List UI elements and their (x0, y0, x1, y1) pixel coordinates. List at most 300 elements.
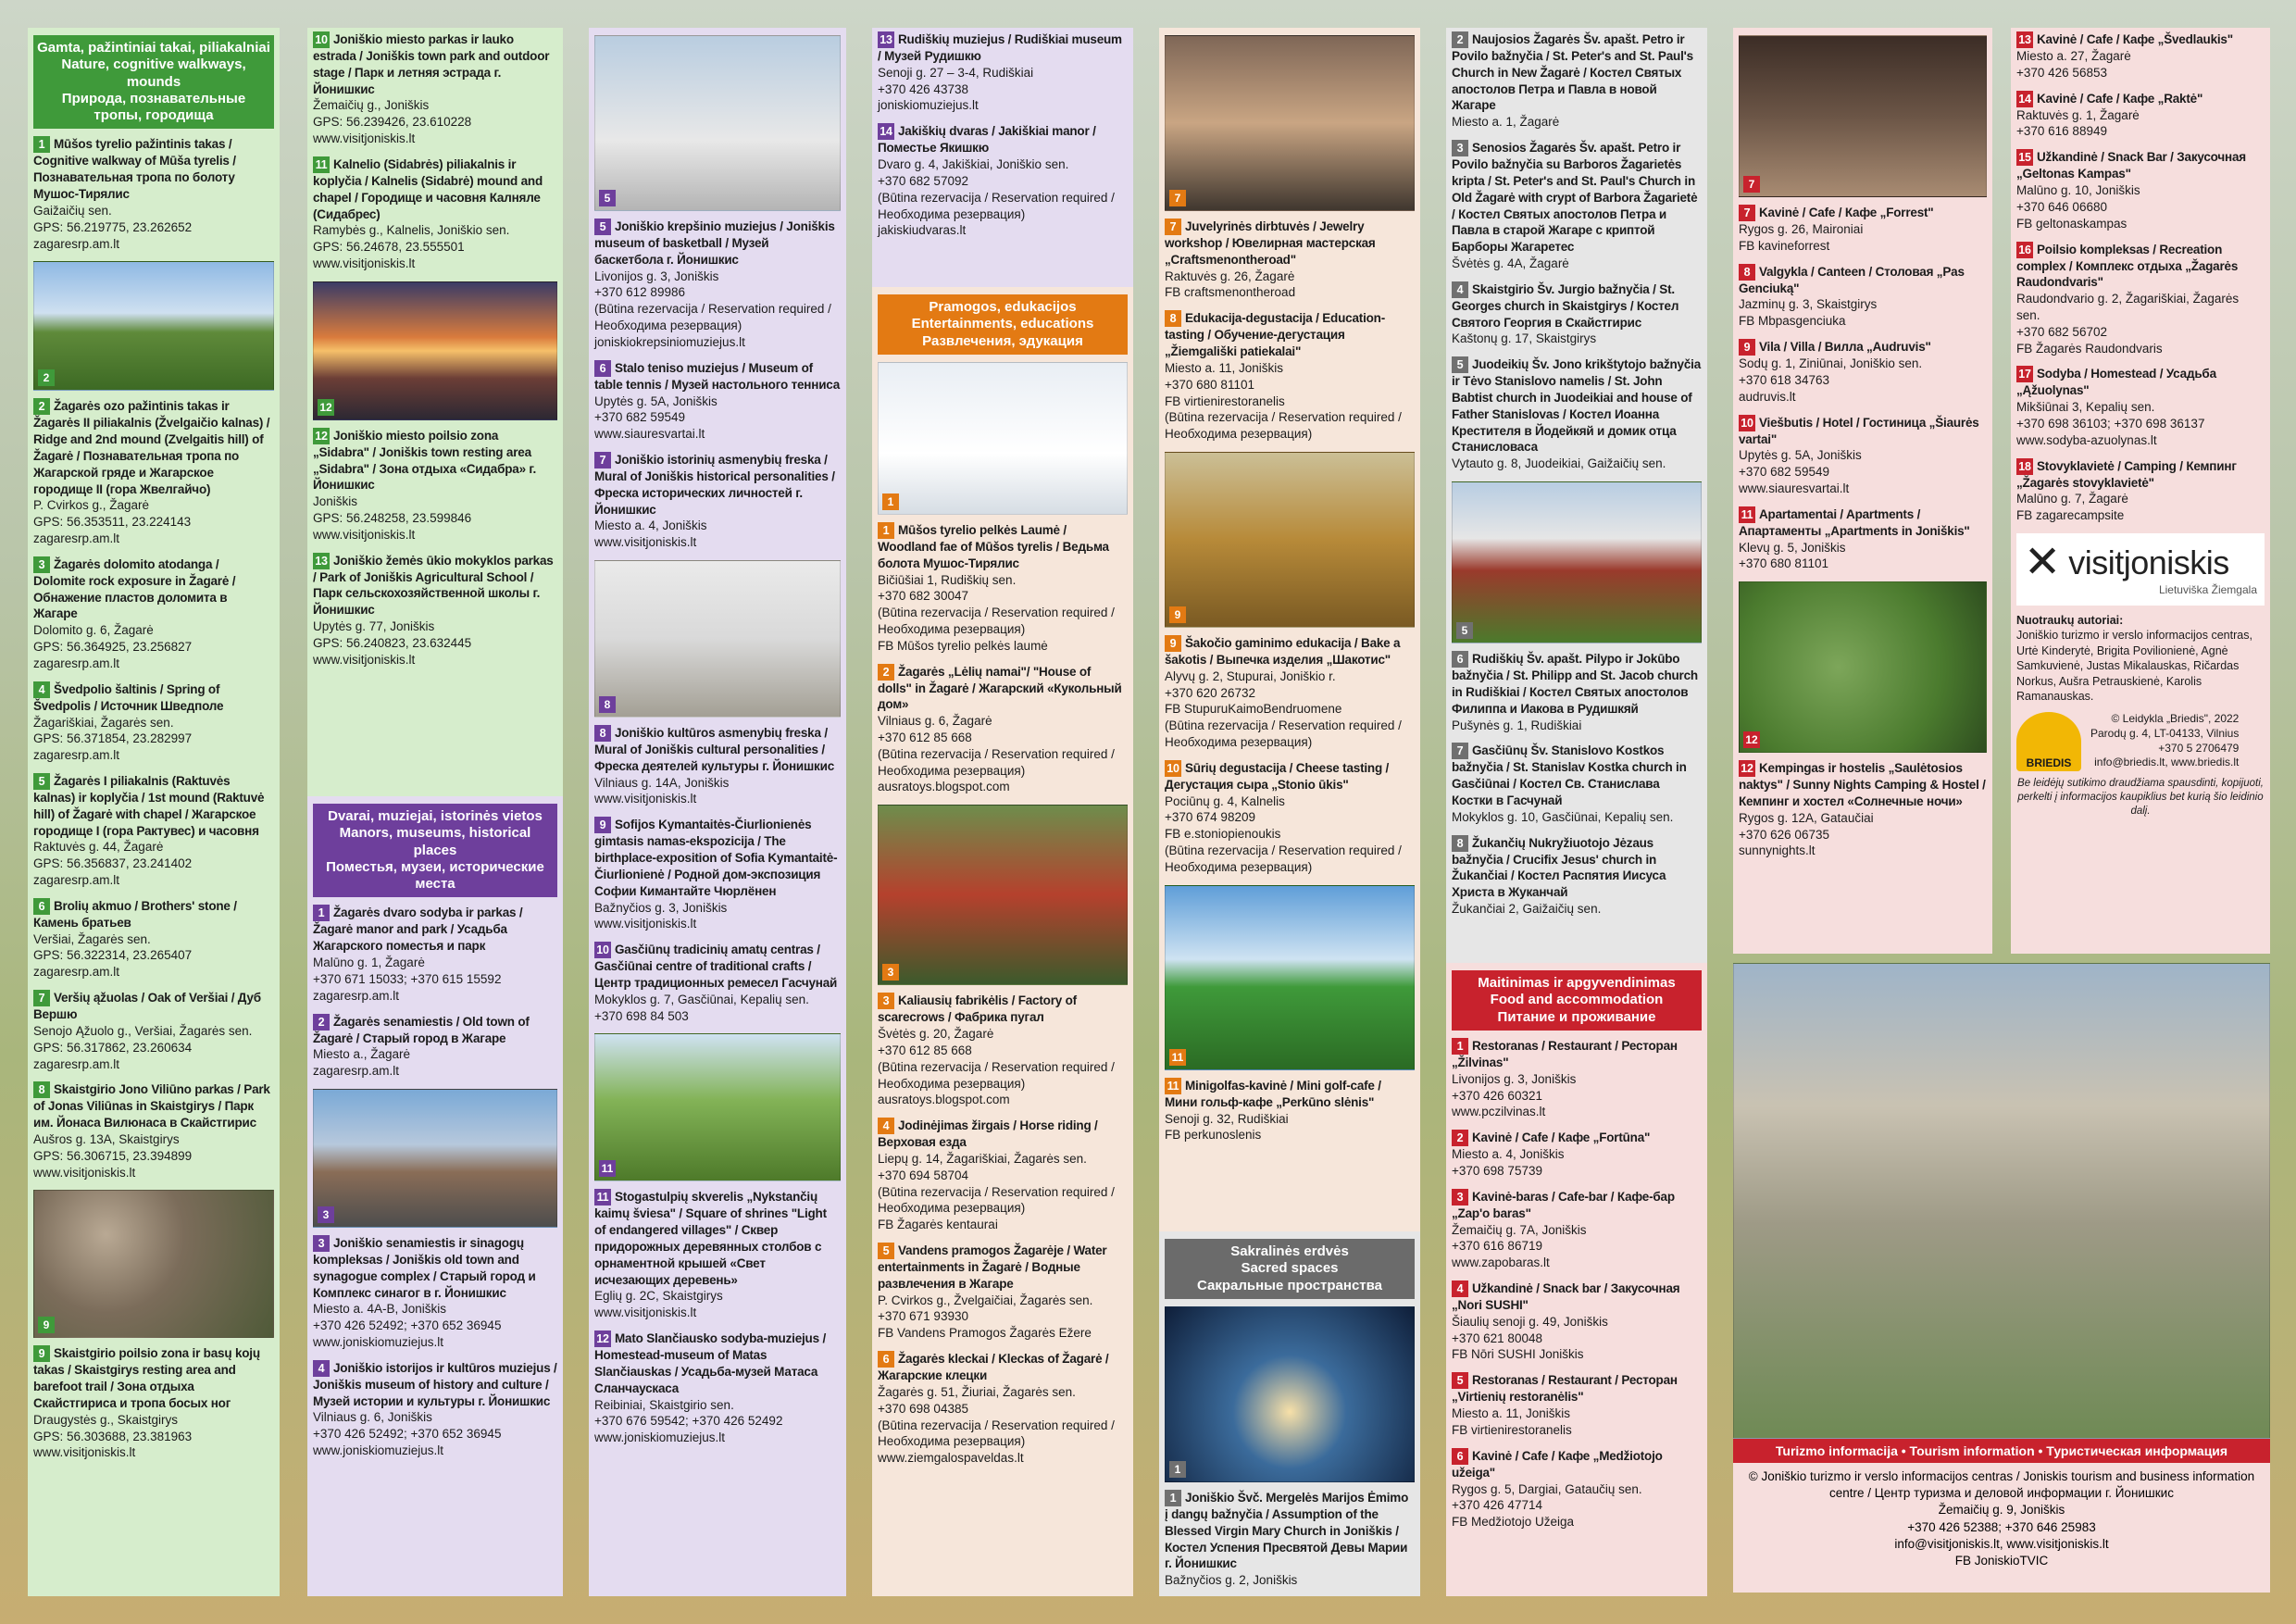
item-details: Miesto a. 4, Joniškis +370 698 75739 (1452, 1147, 1565, 1178)
photo-number: 11 (1169, 1049, 1186, 1066)
list-item (2016, 242, 2265, 357)
list-item (313, 905, 557, 1004)
item-number: 10 (1165, 760, 1181, 777)
nature-list (33, 136, 274, 1461)
item-title: Juvelyrinės dirbtuvės / Jewelry workshop / Ювелирная мастерская „Craftsmenontheroad" (1165, 219, 1376, 267)
item-title: Skaistgirio Jono Viliūno parkas / Park of Jonas Viliūnas in Skaistgirys / Парк им. Йонаса Вилюнаса в Скайстгирис (33, 1082, 270, 1131)
photo-number: 12 (318, 399, 334, 416)
item-number: 1 (313, 905, 330, 921)
item-details: Vilniaus g. 6, Žagarė +370 612 85 668 (Būtina rezervacija / Reservation required / Необходима резервация) ausratoys.blogspot.com (878, 714, 1115, 794)
item-number: 9 (33, 1345, 50, 1362)
item-number: 4 (878, 1118, 894, 1134)
item-title: Stogastulpių skverelis „Nykstančių kaimų šviesa" / Square of shrines "Light of endangered villages" / Сквер придорожных деревянных столбов с орнаментной крышей «Свет исчезающих деревень» (594, 1190, 827, 1287)
item-number: 11 (594, 1189, 611, 1206)
list-item (1452, 1372, 1702, 1438)
list-item (1739, 205, 1987, 255)
item-number: 9 (1165, 635, 1181, 652)
item-title: Veršių ąžuolas / Oak of Veršiai / Дуб Вершю (33, 991, 261, 1022)
column-nature-2 (307, 28, 563, 796)
list-item (878, 1243, 1128, 1342)
column-entertainment-2 (1159, 28, 1420, 1231)
item-details: Upytės g. 5A, Joniškis +370 682 59549 www.siauresvartai.lt (594, 394, 718, 442)
item-details: Upytės g. 77, Joniškis GPS: 56.240823, 23.632445 www.visitjoniskis.lt (313, 619, 472, 667)
item-details: Miesto a. 11, Joniškis FB virtienirestoranelis (1452, 1406, 1572, 1437)
item-number: 13 (2016, 31, 2033, 48)
column-manors-3 (872, 28, 1133, 287)
tourism-info-bar: Turizmo informacija • Tourism information • Туристическая информация (1733, 1439, 2270, 1463)
item-number: 5 (1452, 1372, 1468, 1389)
item-number: 2 (878, 664, 894, 681)
item-details: Mokyklos g. 7, Gasčiūnai, Kepalių sen. +370 698 84 503 (594, 992, 809, 1023)
list-item (2016, 91, 2265, 141)
item-details: P. Cvirkos g., Žagarė GPS: 56.353511, 23.224143 zagaresrp.am.lt (33, 498, 192, 546)
item-title: Joniškio miesto parkas ir lauko estrada / Joniškis town park and outdoor stage / Парк и летняя эстрада г. Йонишкис (313, 32, 550, 96)
item-title: Joniškio žemės ūkio mokyklos parkas / Park of Joniškis Agricultural School / Парк сельскохозяйственной школы г. Йонишкис (313, 553, 554, 618)
item-title: Kavinė / Cafe / Кафе „Švedlaukis" (2037, 32, 2233, 46)
item-details: Bičiūšiai 1, Rudiškių sen. +370 682 30047 (Būtina rezervacija / Reservation required / Необходима резервация) FB Mūšos tyrelio pelkės laumė (878, 572, 1115, 653)
item-number: 1 (1452, 1038, 1468, 1055)
item-title: Žukančių Nukryžiuotojo Jėzaus bažnyčia / Crucifix Jesus' church in Žukančiai / Костел Распятия Иисуса Христа в Жуканчай (1452, 835, 1666, 900)
photo (1165, 452, 1415, 628)
item-title: Kavinė / Cafe / Кафе „Fortūna" (1472, 1131, 1651, 1145)
item-number: 18 (2016, 458, 2033, 475)
item-details: Livonijos g. 3, Joniškis +370 612 89986 (Būtina rezervacija / Reservation required / Необходима резервация) joniskiokrepsiniomuziejus.lt (594, 269, 831, 349)
item-details: Mokyklos g. 10, Gasčiūnai, Kepalių sen. (1452, 809, 1674, 824)
photo (1739, 581, 1987, 753)
item-number: 3 (313, 1235, 330, 1252)
item-number: 8 (33, 1081, 50, 1098)
item-details: Bažnyčios g. 3, Joniškis www.visitjoniskis.lt (594, 900, 728, 931)
item-title: Žagarės I piliakalnis (Raktuvės kalnas) ir koplyčia / 1st mound (Raktuvė hill) of Žagarė with chapel / Жагарское городище I (гора Рактувес) и часовня (33, 773, 265, 838)
item-number: 5 (1452, 356, 1468, 373)
item-details: Raktuvės g. 44, Žagarė GPS: 56.356837, 23.241402 zagaresrp.am.lt (33, 840, 193, 888)
item-title: Gasčiūnų Šv. Stanislovo Kostkos bažnyčia / St. Stanislav Kostka church in Gasčiūnai / Костел Св. Станислава Костки в Гасчунай (1452, 743, 1687, 807)
item-title: Gasčiūnų tradicinių amatų centras / Gasčiūnai centre of traditional crafts / Центр традиционных ремесел Гасчунай (594, 943, 838, 990)
item-title: Joniškio miesto poilsio zona „Sidabra" / Joniškis town resting area „Sidabra" / Зона отдыха «Сидабра» г. Йонишкис (313, 428, 537, 493)
item-title: Kavinė / Cafe / Кафе „Raktė" (2037, 91, 2203, 106)
photo-number: 1 (882, 493, 899, 510)
item-number: 10 (594, 942, 611, 958)
item-details: Malūno g. 10, Joniškis +370 646 06680 FB geltonaskampas (2016, 183, 2140, 231)
item-title: Poilsio kompleksas / Recreation complex / Комплекс отдыха „Žagarės Raudondvaris" (2016, 242, 2239, 290)
list-item (33, 1345, 274, 1461)
item-title: Kalnelio (Sidabrės) piliakalnis ir koplyčia / Kalnelis (Sidabrė) mound and chapel / Городище и часовня Калняле (Сидабрес) (313, 156, 543, 221)
item-details: Raktuvės g. 1, Žagarė +370 616 88949 (2016, 107, 2140, 139)
item-details: Sodų g. 1, Ziniūnai, Joniškio sen. +370 618 34763 audruvis.lt (1739, 356, 1923, 404)
item-details: Malūno g. 7, Žagarė FB zagarecampsite (2016, 492, 2128, 523)
item-details: Malūno g. 1, Žagarė +370 671 15033; +370 615 15592 zagaresrp.am.lt (313, 956, 502, 1003)
sacred-list (1165, 1306, 1415, 1589)
item-title: Kaliausių fabrikėlis / Factory of scarecrows / Фабрика пугал (878, 993, 1077, 1025)
photo-number: 7 (1169, 190, 1186, 206)
list-item (313, 156, 557, 272)
aerial-town-photo (1733, 963, 2270, 1439)
photo (1452, 481, 1702, 643)
item-details: Senoji g. 32, Rudiškiai FB perkunoslenis (1165, 1111, 1289, 1143)
photo-number: 5 (1456, 622, 1473, 639)
item-title: Šakočio gaminimo edukacija / Bake a šakotis / Выпечка изделия „Шакотис" (1165, 635, 1401, 667)
item-details: Vilniaus g. 6, Joniškis +370 426 52492; +370 652 36945 www.joniskiomuziejus.lt (313, 1410, 502, 1458)
item-number: 8 (1452, 835, 1468, 852)
item-number: 6 (1452, 651, 1468, 668)
item-details: Eglių g. 2C, Skaistgirys www.visitjoniskis.lt (594, 1289, 723, 1320)
photo-number: 11 (599, 1160, 616, 1177)
list-item (1452, 356, 1702, 472)
list-item (1165, 1078, 1415, 1143)
item-details: Alyvų g. 2, Stupurai, Joniškio r. +370 620 26732 FB StupuruKaimoBendruomene (Būtina rezervacija / Reservation required / Необходима резервация) (1165, 668, 1402, 749)
logo-mark-icon: ✕ (2024, 538, 2062, 588)
item-details: Pušynės g. 1, Rudiškiai (1452, 718, 1582, 732)
list-item (594, 1330, 841, 1446)
item-title: Joniškio istorijos ir kultūros muziejus / Joniškis museum of history and culture / Музей истории и культуры г. Йонишкис (313, 1360, 557, 1408)
item-details: Raktuvės g. 26, Žagarė FB craftsmenontheroad (1165, 269, 1296, 300)
item-title: Joniškio istorinių asmenybių freska / Mural of Joniškis historical personalities / Фреска исторических личностей г. Йонишкис (594, 452, 835, 517)
photo-number: 9 (1169, 606, 1186, 623)
item-title: Stovyklavietė / Camping / Кемпинг „Žagarės stovyklavietė" (2016, 458, 2237, 490)
item-number: 6 (878, 1351, 894, 1368)
item-number: 7 (594, 452, 611, 468)
nature-list-2 (313, 31, 557, 668)
briedis-moose-icon (2016, 712, 2081, 771)
item-title: Švedpolio šaltinis / Spring of Švedpolis / Источник Шведполе (33, 681, 224, 713)
item-title: Valgykla / Canteen / Столовая „Pas Genciuką" (1739, 264, 1965, 295)
list-item (878, 123, 1128, 239)
item-details: Vilniaus g. 14A, Joniškis www.visitjoniskis.lt (594, 775, 730, 806)
item-details: Dolomito g. 6, Žagarė GPS: 56.364925, 23.256827 zagaresrp.am.lt (33, 623, 193, 670)
list-item (1165, 1490, 1415, 1589)
photo (33, 1190, 274, 1338)
item-details: Reibiniai, Skaistgirio sen. +370 676 59542; +370 426 52492 www.joniskiomuziejus.lt (594, 1397, 783, 1445)
item-number: 14 (2016, 91, 2033, 107)
list-item (1452, 651, 1702, 733)
item-title: Joniškio kultūros asmenybių freska / Mural of Joniškis cultural personalities / Фреска деятелей культуры г. Йонишкис (594, 726, 835, 773)
list-item (1452, 1280, 1702, 1363)
list-item (313, 553, 557, 668)
photo (33, 261, 274, 391)
column-food-2 (1733, 28, 1992, 954)
item-title: Rudiškių Šv. apašt. Pilypo ir Jokūbo bažnyčia / St. Philipp and St. Jacob church in Rudiškiai / Костел Святых апостолов Филиппа и Иакова в Рудишкяй (1452, 652, 1698, 716)
photo (594, 560, 841, 718)
item-number: 2 (1452, 1130, 1468, 1146)
logo-subtitle: Lietuviška Žiemgala (2158, 583, 2257, 597)
item-number: 1 (1165, 1490, 1181, 1506)
item-number: 8 (594, 725, 611, 742)
column-nature (28, 28, 280, 1596)
item-number: 11 (313, 156, 330, 173)
item-title: Juodeikių Šv. Jono krikštytojo bažnyčia ir Tėvo Stanislovo namelis / St. John Babtist church in Juodeikiai and house of Father Stanislovas / Костел Иоанна Крестителя в Йодейкяй и домик отца Станисловаса (1452, 357, 1702, 455)
item-details: Senojo Ąžuolo g., Veršiai, Žagarės sen. GPS: 56.317862, 23.260634 zagaresrp.am.lt (33, 1023, 253, 1071)
item-details: Miesto a., Žagarė zagaresrp.am.lt (313, 1047, 411, 1079)
photo-number: 2 (38, 369, 55, 386)
item-details: Miesto a. 4, Joniškis www.visitjoniskis.lt (594, 518, 707, 550)
list-item (1452, 1038, 1702, 1120)
item-details: Liepų g. 14, Žagariškiai, Žagarės sen. +370 694 58704 (Būtina rezervacija / Reservation required / Необходима резервация) FB Žagarės kentaurai (878, 1151, 1115, 1232)
item-number: 1 (33, 136, 50, 153)
item-number: 10 (1739, 415, 1755, 431)
list-item (1739, 339, 1987, 405)
list-item (1452, 1448, 1702, 1530)
list-item (1739, 415, 1987, 497)
item-title: Kavinė / Cafe / Кафе „Medžiotojo užeiga" (1452, 1448, 1663, 1480)
list-item (1165, 635, 1415, 751)
item-title: Žagarės „Lėlių namai"/ "House of dolls" in Žagarė / Жагарский «Кукольный дом» (878, 664, 1122, 712)
item-title: Mato Slančiausko sodyba-muziejus / Homestead-museum of Matas Slančiauskas / Усадьба-музей Матаса Сланчаускаса (594, 1331, 827, 1395)
item-title: Žagarės dvaro sodyba ir parkas / Žagarė manor and park / Усадьба Жагарского поместья и парк (313, 906, 523, 954)
list-item (1452, 1130, 1702, 1180)
item-details: Upytės g. 5A, Joniškis +370 682 59549 www.siauresvartai.lt (1739, 448, 1862, 495)
item-details: Šiaulių senoji g. 49, Joniškis +370 621 80048 FB Nōri SUSHI Joniškis (1452, 1314, 1608, 1362)
section-food-header: Maitinimas ir apgyvendinimas Food and accommodation Питание и проживание (1452, 970, 1702, 1031)
photo-number: 3 (882, 964, 899, 981)
item-number: 5 (33, 773, 50, 790)
item-title: Žagarės ozo pažintinis takas ir Žagarės II piliakalnis (Žvelgaičio kalnas) / Ridge and 2nd mound (Zvelgaitis hill) of Žagarė / Познавательная тропа по Жагарской гряде и Жагарское городище II (гора Жвелгайчо) (33, 399, 270, 496)
item-details: Miesto a. 27, Žagarė +370 426 56853 (2016, 49, 2131, 80)
item-title: Rudiškių muziejus / Rudiškiai museum / Музей Рудишкю (878, 32, 1122, 63)
item-number: 13 (878, 31, 894, 48)
list-item (2016, 31, 2265, 81)
list-item (313, 1014, 557, 1080)
list-item (2016, 149, 2265, 231)
list-item (594, 942, 841, 1024)
item-number: 6 (594, 360, 611, 377)
manors-list (313, 905, 557, 1458)
tourism-info-text: © Joniškio turizmo ir verslo informacijos centras / Joniskis tourism and business information centre / Центр туризма и деловой информации г. Йонишкис Žemaičių g. 9, Joniškis +370 426 52388; +370 646 25983 info@visitjoniskis.lt, www.visitjoniskis.lt FB JoniskioTVIC (1733, 1463, 2270, 1593)
list-item (33, 398, 274, 547)
item-title: Restoranas / Restaurant / Ресторан „Virtienių restoranėlis" (1452, 1373, 1678, 1405)
item-number: 4 (1452, 1280, 1468, 1297)
item-details: Miesto a. 4A-B, Joniškis +370 426 52492; +370 652 36945 www.joniskiomuziejus.lt (313, 1302, 502, 1350)
credits-heading: Nuotraukų autoriai: (2016, 613, 2124, 627)
item-details: Pociūnų g. 4, Kalnelis +370 674 98209 FB e.stoniopienoukis (Būtina rezervacija / Reservation required / Необходима резервация) (1165, 793, 1402, 874)
list-item (2016, 458, 2265, 524)
photo (1165, 1306, 1415, 1482)
item-number: 5 (878, 1243, 894, 1259)
item-number: 10 (313, 31, 330, 48)
list-item (313, 428, 557, 543)
item-title: Edukacija-degustacija / Education-tasting / Обучение-дегустация „Žiemgališki patiekalai" (1165, 311, 1386, 359)
item-details: Žemaičių g., Joniškis GPS: 56.239426, 23.610228 www.visitjoniskis.lt (313, 98, 472, 146)
photo-number: 1 (1169, 1461, 1186, 1478)
item-title: Senosios Žagarės Šv. apašt. Petro ir Povilo bažnyčia su Barboros Žagarietės kripta / St. Peter's and St. Paul's Church in Old Žagarė with crypt of Barbora Žagarietė / Костел Святых апостолов Петра и Павла в старой Жагаре с криптой Барборы Жагаретес (1452, 141, 1698, 255)
list-item (594, 452, 841, 551)
item-details: Kaštonų g. 17, Skaistgirys (1452, 331, 1597, 346)
item-details: Ramybės g., Kalnelis, Joniškio sen. GPS: 56.24678, 23.555501 www.visitjoniskis.lt (313, 223, 510, 270)
item-details: Veršiai, Žagarės sen. GPS: 56.322314, 23.265407 zagaresrp.am.lt (33, 931, 193, 980)
item-title: Žagarės kleckai / Kleckas of Žagarė / Жагарские клецки (878, 1352, 1109, 1383)
item-title: Jakiškių dvaras / Jakiškiai manor / Поместье Якишкю (878, 124, 1096, 156)
section-entertainment-header: Pramogos, edukacijos Entertainments, educations Развлечения, эдукация (878, 294, 1128, 355)
photo-number: 7 (1743, 176, 1760, 193)
item-details: Rygos g. 12A, Gataučiai +370 626 06735 sunnynights.lt (1739, 810, 1874, 858)
item-number: 2 (313, 1014, 330, 1031)
item-number: 12 (313, 428, 330, 444)
item-details: Švėtės g. 20, Žagarė +370 612 85 668 (Būtina rezervacija / Reservation required / Необходима резервация) ausratoys.blogspot.com (878, 1027, 1115, 1107)
sacred-list-2 (1452, 31, 1702, 918)
item-details: Draugystės g., Skaistgirys GPS: 56.303688, 23.381963 www.visitjoniskis.lt (33, 1412, 193, 1460)
list-item (313, 1360, 557, 1459)
column-sacred-2 (1446, 28, 1707, 963)
item-number: 11 (1739, 506, 1755, 523)
photo (1165, 35, 1415, 211)
item-title: Užkandinė / Snack Bar / Закусочная „Geltonas Kampas" (2016, 150, 2246, 181)
item-number: 7 (33, 990, 50, 1006)
photo-number: 8 (599, 696, 616, 713)
list-item (878, 522, 1128, 655)
item-title: Skaistgirio poilsio zona ir basų kojų takas / Skaistgirys resting area and barefoot trail / Зона отдыха Скайстгириса и тропа босых ног (33, 1346, 260, 1411)
list-item (33, 556, 274, 672)
item-number: 17 (2016, 366, 2033, 382)
entertainment-list (878, 362, 1128, 1467)
item-title: Vandens pramogos Žagarėje / Water entertainments in Žagarė / Водные развлечения в Жагаре (878, 1243, 1107, 1291)
item-number: 15 (2016, 149, 2033, 166)
item-details: Joniškis GPS: 56.248258, 23.599846 www.visitjoniskis.lt (313, 494, 472, 542)
item-title: Minigolfas-kavinė / Mini golf-cafe / Мини гольф-кафе „Perkūno slėnis" (1165, 1078, 1381, 1109)
item-number: 2 (1452, 31, 1468, 48)
list-item (878, 1118, 1128, 1233)
item-number: 7 (1452, 743, 1468, 759)
item-number: 8 (1165, 310, 1181, 327)
copyright-note: Be leidėjų sutikimo draudžiama spausdinti, kopijuoti, perkelti į informacijos kaupiklius bet kurią šio leidinio dalį. (2017, 777, 2264, 817)
list-item (1452, 140, 1702, 272)
item-title: Viešbutis / Hotel / Гостиница „Šiaurės vartai" (1739, 415, 1979, 446)
item-number: 4 (313, 1360, 330, 1377)
item-number: 2 (33, 398, 50, 415)
item-number: 6 (33, 898, 50, 915)
item-title: Vila / Villa / Вилла „Audruvis" (1759, 340, 1931, 355)
publisher-text: © Leidykla „Briedis", 2022 Parodų g. 4, LT-04133, Vilnius +370 5 2706479 info@briedis.lt, www.briedis.lt (2090, 711, 2240, 769)
item-number: 1 (878, 522, 894, 539)
list-item (1165, 310, 1415, 443)
item-details: Žagariškiai, Žagarės sen. GPS: 56.371854, 23.282997 zagaresrp.am.lt (33, 715, 193, 763)
item-title: Stalo teniso muziejus / Museum of table tennis / Музей настольного тенниса (594, 360, 841, 392)
item-details: Rygos g. 26, Maironiai FB kavineforrest (1739, 222, 1864, 253)
list-item (33, 136, 274, 252)
photo (878, 362, 1128, 515)
entertainment-list-2 (1165, 35, 1415, 1143)
list-item (33, 773, 274, 889)
item-number: 9 (1739, 339, 1755, 356)
list-item (594, 817, 841, 932)
item-title: Žagarės dolomito atodanga / Dolomite rock exposure in Žagarė / Обнажение пластов доломита в Жагаре (33, 556, 236, 621)
column-food (1446, 963, 1707, 1596)
food-list-3 (2016, 31, 2265, 524)
list-item (878, 31, 1128, 114)
item-title: Sūrių degustacija / Cheese tasting / Дегустация сыра „Stonio ūkis" (1165, 760, 1390, 792)
list-item (1452, 835, 1702, 918)
column-entertainment (872, 287, 1133, 1596)
column-manors (307, 796, 563, 1596)
list-item (1452, 31, 1702, 131)
item-title: Sodyba / Homestead / Усадьба „Ąžuolynas" (2016, 367, 2216, 398)
item-number: 7 (1739, 205, 1755, 221)
item-number: 3 (878, 993, 894, 1009)
item-details: Miesto a. 1, Žagarė (1452, 115, 1560, 130)
item-number: 7 (1165, 219, 1181, 235)
tourism-info-panel (1733, 963, 2270, 1596)
photo (1739, 35, 1987, 197)
item-title: Žagarės senamiestis / Old town of Žagarė / Старый город в Жагаре (313, 1014, 530, 1045)
briedis-brand: BRIEDIS (2026, 756, 2072, 770)
list-item (878, 993, 1128, 1108)
item-details: Livonijos g. 3, Joniškis +370 426 60321 www.pczilvinas.lt (1452, 1071, 1577, 1119)
list-item (1739, 264, 1987, 330)
visitjoniskis-logo (2016, 533, 2265, 606)
photo-number: 3 (318, 1206, 334, 1223)
item-title: Joniškio Švč. Mergelės Marijos Ėmimo į dangų bažnyčia / Assumption of the Blessed Virgin Mary Church in Joniškis / Костел Успения Пресвятой Девы Марии г. Йонишкис (1165, 1490, 1409, 1571)
item-number: 12 (1739, 760, 1755, 777)
item-number: 4 (1452, 281, 1468, 298)
item-title: Skaistgirio Šv. Jurgio bažnyčia / St. Georges church in Skaistgirys / Костел Святого Георгия в Скайстгирис (1452, 281, 1679, 330)
logo-word: visitjoniskis (2068, 543, 2229, 582)
photo-number: 9 (38, 1317, 55, 1333)
photo-credits (2016, 613, 2265, 705)
list-item (2016, 366, 2265, 448)
list-item (594, 1189, 841, 1321)
item-title: Užkandinė / Snack bar / Закусочная „Nori SUSHI" (1452, 1281, 1680, 1313)
item-number: 8 (1739, 264, 1755, 281)
item-number: 14 (878, 123, 894, 140)
manors-list-3 (878, 31, 1128, 239)
list-item (1739, 760, 1987, 859)
photo-number: 5 (599, 190, 616, 206)
list-item (33, 990, 274, 1072)
item-details: Raudondvario g. 2, Žagariškiai, Žagarės sen. +370 682 56702 FB Žagarės Raudondvaris (2016, 292, 2240, 356)
list-item (1165, 760, 1415, 876)
item-title: Kavinė-baras / Cafe-bar / Кафе-бар „Zap'o baras" (1452, 1189, 1675, 1220)
item-details: P. Cvirkos g., Žvelgaičiai, Žagarės sen. +370 671 93930 FB Vandens Pramogos Žagarės Ežere (878, 1293, 1093, 1341)
item-details: Miesto a. 11, Joniškis +370 680 81101 FB virtienirestoranelis (Būtina rezervacija / Reservation required / Необходима резервация) (1165, 360, 1402, 442)
item-details: Švėtės g. 4A, Žagarė (1452, 256, 1569, 270)
list-item (1452, 1189, 1702, 1271)
item-details: Bažnyčios g. 2, Joniškis (1165, 1573, 1298, 1588)
section-nature-header: Gamta, pažintiniai takai, piliakalniai Nature, cognitive walkways, mounds Природа, познавательные тропы, городища (33, 35, 274, 129)
food-list-2 (1739, 35, 1987, 859)
item-details: Vytauto g. 8, Juodeikiai, Gaižaičių sen. (1452, 456, 1666, 471)
list-item (1452, 281, 1702, 347)
list-item (594, 360, 841, 443)
item-details: Gaižaičių sen. GPS: 56.219775, 23.262652 zagaresrp.am.lt (33, 203, 193, 251)
list-item (313, 31, 557, 147)
column-food-3 (2011, 28, 2270, 954)
section-sacred-header: Sakralinės erdvės Sacred spaces Сакральные пространства (1165, 1239, 1415, 1299)
item-number: 11 (1165, 1078, 1181, 1094)
item-title: Apartamentai / Apartments / Апартаменты „Apartments in Joniškis" (1739, 506, 1970, 538)
manors-list-2 (594, 35, 841, 1446)
item-number: 9 (594, 817, 611, 833)
item-number: 5 (594, 219, 611, 235)
item-details: Rygos g. 5, Dargiai, Gataučių sen. +370 426 47714 FB Medžiotojo Užeiga (1452, 1481, 1642, 1530)
list-item (594, 219, 841, 351)
photo (313, 281, 557, 420)
item-number: 12 (594, 1330, 611, 1347)
item-details: Klevų g. 5, Joniškis +370 680 81101 (1739, 540, 1846, 571)
list-item (594, 725, 841, 807)
item-title: Mūšos tyrelio pelkės Laumė / Woodland fae of Mūšos tyrelis / Ведьма болота Мушос-Тирялис (878, 522, 1109, 570)
item-number: 6 (1452, 1448, 1468, 1465)
photo-number: 12 (1743, 731, 1760, 748)
photo (594, 1033, 841, 1181)
list-item (878, 1351, 1128, 1467)
item-number: 3 (1452, 1189, 1468, 1206)
item-title: Jodinėjimas žirgais / Horse riding / Верховая езда (878, 1118, 1098, 1150)
photo (594, 35, 841, 211)
food-list (1452, 1038, 1702, 1530)
list-item (1165, 219, 1415, 301)
item-number: 3 (1452, 140, 1468, 156)
item-details: Žagarės g. 51, Žiuriai, Žagarės sen. +370 698 04385 (Būtina rezervacija / Reservation required / Необходима резервация) www.ziemgalospaveldas.lt (878, 1384, 1115, 1466)
item-details: Senoji g. 27 – 3-4, Rudiškiai +370 426 43738 joniskiomuziejus.lt (878, 65, 1034, 113)
photo (878, 805, 1128, 985)
